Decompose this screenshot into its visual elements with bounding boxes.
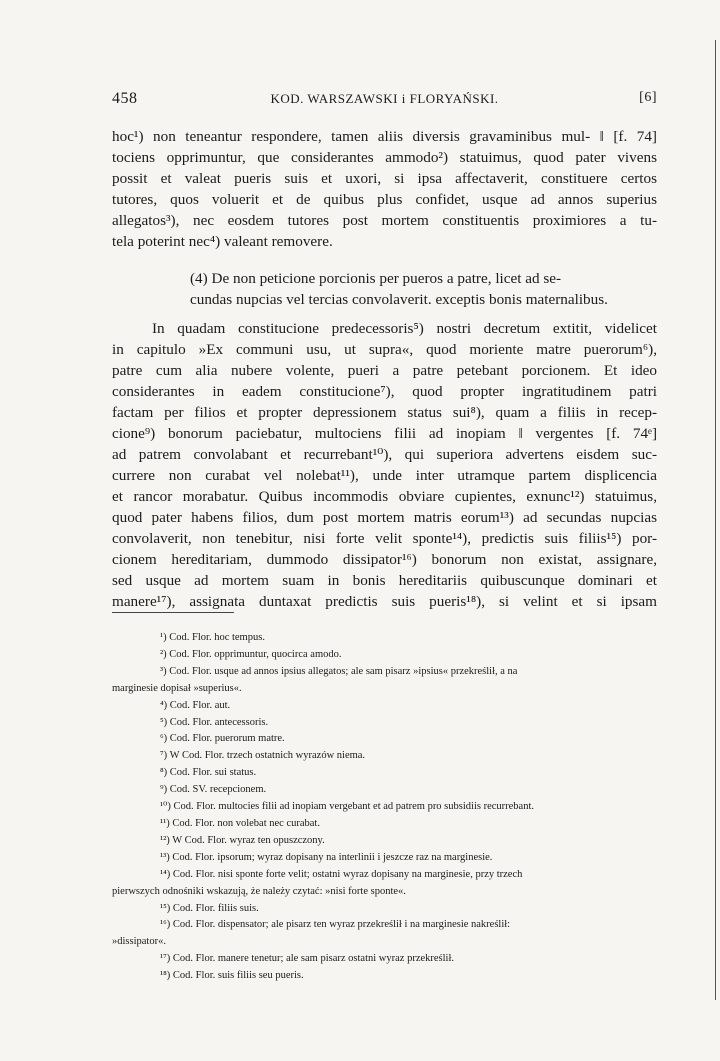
text-line: in capitulo »Ex communi usu, ut supra«, quod moriente matre puerorum⁶), xyxy=(112,341,657,358)
section-heading xyxy=(112,268,657,310)
page-number: 458 xyxy=(112,90,138,107)
footnote: ¹⁸) Cod. Flor. suis filiis seu pueris. xyxy=(160,970,304,982)
running-header xyxy=(112,90,657,112)
footnote: ¹⁴) Cod. Flor. nisi sponte forte velit; ostatni wyraz dopisany na marginesie, przy trzech xyxy=(160,868,523,880)
footnote: ¹²) W Cod. Flor. wyraz ten opuszczony. xyxy=(160,834,325,846)
text-line: possit et valeat pueris suis et uxori, si ipsa affectaverit, constituere certos xyxy=(112,170,657,187)
page-edge-line xyxy=(715,40,716,1000)
text-line: et rancor morabatur. Quibus incommodis obviare cupientes, exnunc¹²) statuimus, xyxy=(112,488,657,505)
text-line: ad patrem convolabant et recurrebant¹⁰), qui superiora advertens eisdem suc- xyxy=(112,446,657,463)
text-line: manere¹⁷), assignata duntaxat predictis suis pueris¹⁸), si velint et si ipsam xyxy=(112,593,657,610)
main-text xyxy=(112,126,657,612)
footnote: ⁴) Cod. Flor. aut. xyxy=(160,699,231,711)
footnote: ¹⁵) Cod. Flor. filiis suis. xyxy=(160,902,259,914)
footnote: ¹⁶) Cod. Flor. dispensator; ale pisarz ten wyraz przekreślił i na marginesie nakreślił: xyxy=(160,919,511,931)
footnote-continuation: pierwszych odnośniki wskazują, że należy czytać: »nisi forte sponte«. xyxy=(112,885,406,897)
text-line: currere non curabat vel nolebat¹¹), unde inter utramque partem displicencia xyxy=(112,467,657,484)
text-line: In quadam constitucione predecessoris⁵) nostri decretum extitit, videlicet xyxy=(152,320,657,337)
footnote: ⁵) Cod. Flor. antecessoris. xyxy=(160,716,269,728)
footnote: ¹) Cod. Flor. hoc tempus. xyxy=(160,632,265,643)
text-line: quod pater habens filios, dum post mortem matris eorum¹³) ad secundas nupcias xyxy=(112,509,657,526)
text-line: factam per filios et propter depressionem status sui⁸), quam a filiis in recep- xyxy=(112,404,657,421)
heading-line: cundas nupcias vel tercias convolaverit. exceptis bonis maternalibus. xyxy=(190,291,608,308)
footnote-separator xyxy=(112,612,234,613)
header-title: KOD. WARSZAWSKI i FLORYAŃSKI. xyxy=(270,91,499,106)
footnote-continuation: marginesie dopisał »superius«. xyxy=(112,682,242,694)
footnote: ⁷) W Cod. Flor. trzech ostatnich wyrazów niema. xyxy=(160,750,366,762)
footnote: ¹⁰) Cod. Flor. multocies filii ad inopiam vergebant et ad patrem pro subsidiis recurrebant. xyxy=(160,801,534,813)
text-line: considerantes in eadem constitucione⁷), quod propter ingratitudinem patri xyxy=(112,383,657,400)
section-marker: [6] xyxy=(639,90,657,105)
paragraph-1 xyxy=(112,126,657,252)
paragraph-2 xyxy=(112,318,657,612)
text-line: convolaverit, non tenebitur, nisi forte velit sponte¹⁴), predictis suis filiis¹⁵) por- xyxy=(112,530,657,547)
text-line: sed usque ad mortem suam in bonis hereditariis quibuscunque dominari et xyxy=(112,572,657,589)
footnotes xyxy=(112,630,657,985)
text-line: cione⁹) bonorum paciebatur, multociens filii ad inopiam ‖ vergentes [f. 74ᵉ] xyxy=(112,425,657,442)
text-line: patre cum alia nubere volente, pueri a patre petebant porcionem. Et ideo xyxy=(112,362,657,379)
text-line: tela poterint nec⁴) valeant removere. xyxy=(112,233,333,250)
footnote: ³) Cod. Flor. usque ad annos ipsius allegatos; ale sam pisarz »ipsius« przekreślił, a na xyxy=(160,665,518,677)
footnote: ⁹) Cod. SV. recepcionem. xyxy=(160,784,267,796)
heading-line: (4) De non peticione porcionis per pueros a patre, licet ad se- xyxy=(190,270,562,287)
footnote: ⁶) Cod. Flor. puerorum matre. xyxy=(160,733,285,745)
footnote: ⁸) Cod. Flor. sui status. xyxy=(160,767,257,779)
footnote: ²) Cod. Flor. opprimuntur, quocirca amodo. xyxy=(160,648,342,660)
footnote-continuation: »dissipator«. xyxy=(112,936,166,948)
text-line: cionem hereditariam, dummodo dissipator¹⁶) bonorum non existat, assignare, xyxy=(112,551,657,568)
footnote: ¹⁷) Cod. Flor. manere tenetur; ale sam pisarz ostatni wyraz przekreślił. xyxy=(160,953,455,965)
text-line: tutores, quos voluerit et de quibus plus confidet, usque ad annos superius xyxy=(112,191,657,208)
text-line: hoc¹) non teneantur respondere, tamen aliis diversis gravaminibus mul- ‖ [f. 74] xyxy=(112,128,657,145)
footnote: ¹¹) Cod. Flor. non volebat nec curabat. xyxy=(160,817,320,829)
text-line: tociens opprimuntur, que considerantes ammodo²) statuimus, quod pater vivens xyxy=(112,149,657,166)
footnote: ¹³) Cod. Flor. ipsorum; wyraz dopisany na interlinii i jeszcze raz na marginesie. xyxy=(160,851,493,863)
text-line: allegatos³), nec eosdem tutores post mortem constituentis proximiores a tu- xyxy=(112,212,657,229)
